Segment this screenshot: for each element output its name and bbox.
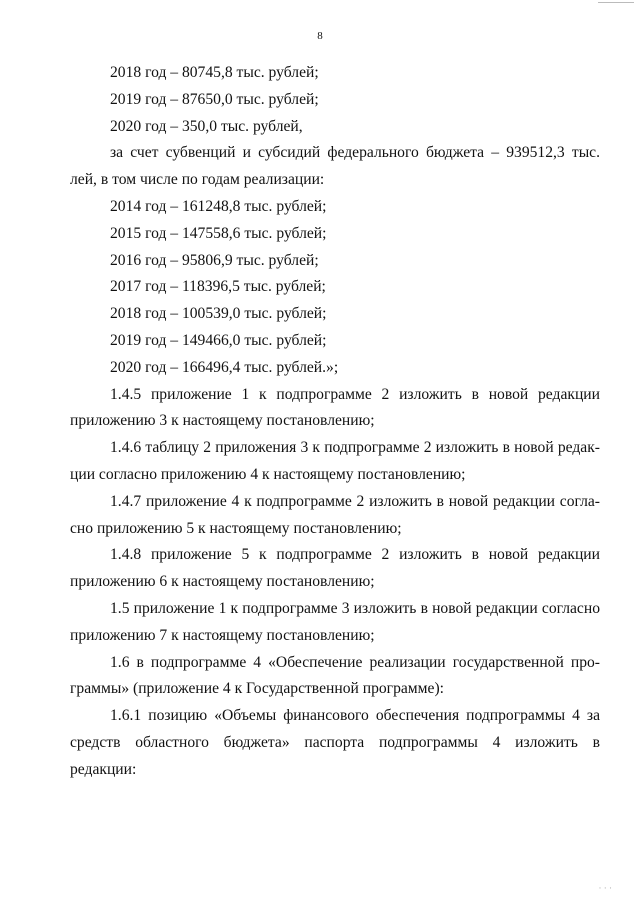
text-line: 2017 год – 118396,5 тыс. рублей;: [110, 278, 326, 296]
text-line: 2019 год – 87650,0 тыс. рублей;: [110, 90, 319, 108]
text-line: приложению 7 к настоящему постановлению;: [70, 626, 375, 644]
text-line: 2018 год – 80745,8 тыс. рублей;: [110, 64, 319, 81]
document-body: [70, 60, 600, 784]
text-line: ции согласно приложению 4 к настоящему постановлению;: [70, 465, 466, 483]
text-line: 1.6 в подпрограмме 4 «Обеспечение реализации государственной про-: [110, 653, 600, 671]
text-line: средств областного бюджета» паспорта подпрограммы 4 изложить в: [70, 733, 600, 751]
text-line: 2020 год – 166496,4 тыс. рублей.»;: [110, 358, 339, 376]
text-line: 2018 год – 100539,0 тыс. рублей;: [110, 305, 327, 323]
text-line: лей, в том числе по годам реализации:: [70, 171, 325, 189]
text-line: приложению 6 к настоящему постановлению;: [70, 573, 375, 591]
text-line: 2015 год – 147558,6 тыс. рублей;: [110, 224, 327, 242]
text-line: приложению 3 к настоящему постановлению;: [70, 412, 375, 430]
text-line: граммы» (приложение 4 к Государственной программе):: [70, 680, 444, 698]
text-line: 1.4.6 таблицу 2 приложения 3 к подпрограмме 2 изложить в новой редак-: [110, 439, 600, 457]
text-line: 2014 год – 161248,8 тыс. рублей;: [110, 197, 327, 215]
text-line: 1.5 приложение 1 к подпрограмме 3 изложить в новой редакции согласно: [110, 599, 600, 617]
page-number: 8: [317, 30, 323, 42]
text-line: 2019 год – 149466,0 тыс. рублей;: [110, 331, 327, 349]
text-line: 1.4.8 приложение 5 к подпрограмме 2 изложить в новой редакции: [110, 546, 600, 564]
text-line: 1.4.7 приложение 4 к подпрограмме 2 изложить в новой редакции согла-: [110, 492, 600, 510]
text-line: сно приложению 5 к настоящему постановлению;: [70, 519, 402, 537]
scan-corner-mark: · · ·: [598, 883, 612, 893]
text-line: 2020 год – 350,0 тыс. рублей,: [110, 117, 303, 135]
scan-corner-mark: [598, 2, 634, 6]
text-line: 1.6.1 позицию «Объемы финансового обеспечения подпрограммы 4 за: [110, 707, 600, 725]
text-line: 1.4.5 приложение 1 к подпрограмме 2 изложить в новой редакции: [110, 385, 600, 403]
text-line: за счет субвенций и субсидий федерального бюджета – 939512,3 тыс.: [110, 144, 600, 162]
text-line: редакции:: [70, 760, 137, 778]
text-line: 2016 год – 95806,9 тыс. рублей;: [110, 251, 319, 269]
